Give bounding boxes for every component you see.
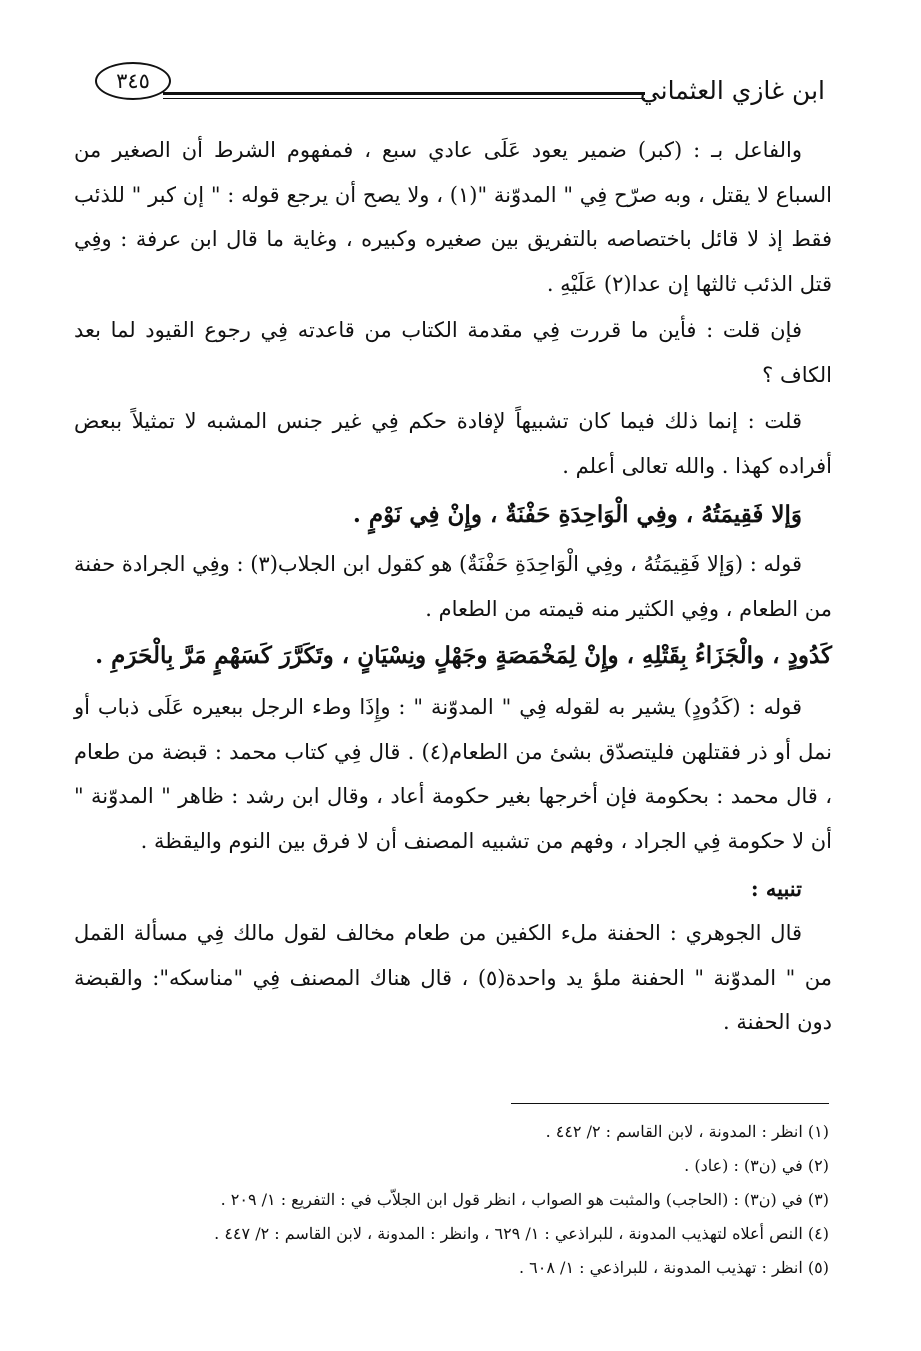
paragraph-4: قوله : (وَإلا فَقِيمَتُهُ ، وفِي الْوَاحِدَةِ حَفْنَةٌ) هو كقول ابن الجلاب(٣) : وفِي الجرادة حفنة من الطعام ، وفِي الكثير منه قيمته من الطعام . [73, 552, 832, 621]
header-rule [163, 92, 645, 95]
page-number: ٣٤٥ [95, 62, 171, 100]
matn-line-1: وَإلا فَقِيمَتُهُ ، وفِي الْوَاحِدَةِ حَفْنَةٌ ، وإِنْ فِي نَوْمٍ . [352, 501, 802, 528]
paragraph-6: قال الجوهري : الحفنة ملء الكفين من طعام مخالف لقول مالك فِي مسألة القمل من " المدوّنة " الحفنة ملؤ يد واحدة(٥) ، قال هناك المصنف فِي "مناسكه": والقبضة دون الحفنة . [74, 921, 832, 1034]
footnote-4: (٤) النص أعلاه لتهذيب المدونة ، للبراذعي : ١/ ٦٢٩ ، وانظر : المدونة ، لابن القاسم : ٢/ ٤٤٧ . [214, 1224, 829, 1243]
footnotes [189, 1115, 829, 1285]
body-text [74, 128, 832, 1047]
footnote-1: (١) انظر : المدونة ، لابن القاسم : ٢/ ٤٤٢ . [545, 1122, 829, 1141]
footnote-2: (٢) في (ن٣) : (عاد) . [684, 1156, 829, 1175]
page-header [95, 62, 825, 122]
paragraph-1: والفاعل بـ : (كبر) ضمير يعود عَلَى عادي سبع ، فمفهوم الشرط أن الصغير من السباع لا يقتل ، وبه صرّح فِي " المدوّنة "(١) ، ولا يصح أن يرجع قوله : " إن كبر " للذئب فقط إذ لا قائل باختصاصه بالتفريق بين صغيره وكبيره ، وغاية ما قال ابن عرفة : وفِي قتل الذئب ثالثها إن عدا(٢) عَلَيْهِ . [74, 138, 833, 296]
note-heading: تنبيه : [750, 876, 802, 901]
matn-line-2: كَدُودٍ ، والْجَزَاءُ بِقَتْلِهِ ، وإِنْ لِمَخْمَصَةٍ وجَهْلٍ ونِسْيَانٍ ، وتَكَرَّرَ كَسَهْمٍ مَرَّ بِالْحَرَمِ . [95, 642, 832, 669]
paragraph-3: قلت : إنما ذلك فيما كان تشبيهاً لإفادة حكم فِي غير جنس المشبه لا تمثيلاً ببعض أفراده كهذا . والله تعالى أعلم . [74, 409, 832, 478]
paragraph-5: قوله : (كَدُودٍ) يشير به لقوله فِي " المدوّنة " : وإِذَا وطء الرجل ببعيره عَلَى ذباب أو نمل أو ذر فقتلهن فليتصدّق بشئ من الطعام(٤) . قال فِي كتاب محمد : قبضة من طعام ، قال محمد : بحكومة فإن أخرجها بغير حكومة أعاد ، وقال ابن رشد : ظاهر " المدوّنة " أن لا حكومة فِي الجراد ، وفهم من تشبيه المصنف أن لا فرق بين النوم واليقظة . [74, 695, 832, 853]
footnote-rule [511, 1103, 829, 1104]
footnote-5: (٥) انظر : تهذيب المدونة ، للبراذعي : ١/ ٦٠٨ . [519, 1258, 829, 1277]
footnote-3: (٣) في (ن٣) : (الحاجب) والمثبت هو الصواب ، انظر قول ابن الجلاّب في : التفريع : ١/ ٢٠٩ . [220, 1190, 829, 1209]
paragraph-2: فإن قلت : فأين ما قررت فِي مقدمة الكتاب من قاعدته فِي رجوع القيود لما بعد الكاف ؟ [74, 318, 832, 387]
running-title: ابن غازي العثماني [639, 76, 825, 105]
